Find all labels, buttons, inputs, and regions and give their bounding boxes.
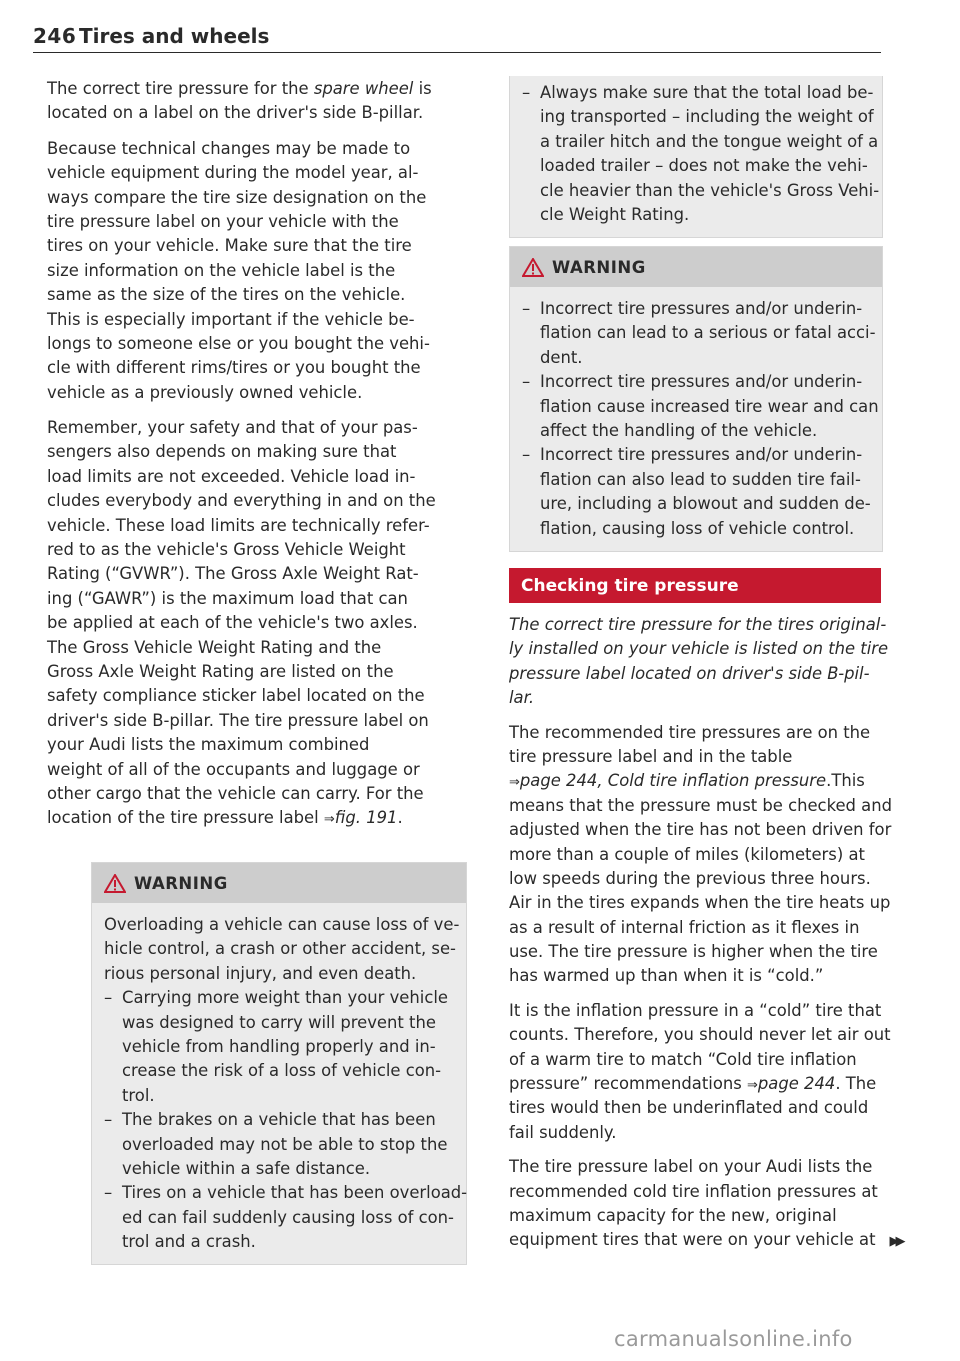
left-para-2-line: vehicle as a previously owned vehicle. <box>47 382 363 402</box>
left-para-1-line: located on a label on the driver's side B-pillar. <box>47 103 424 123</box>
right-para-2-line: It is the inflation pressure in a “cold” tire that <box>509 1000 882 1020</box>
warning-list-item <box>522 370 879 443</box>
list-dash: – <box>522 83 531 102</box>
section-heading: Checking tire pressure <box>509 568 881 603</box>
list-item-line: ure, including a blowout and sudden de- <box>540 494 871 514</box>
warning-intro-line: hicle control, a crash or other accident, se- <box>104 939 456 959</box>
right-para-1-line: tire pressure label and in the table <box>509 746 793 766</box>
arrow-ref-icon: ⇒ <box>509 775 520 791</box>
left-para-3-line: sengers also depends on making sure that <box>47 442 397 462</box>
right-warning-header <box>510 247 882 287</box>
left-para-2-line: Because technical changes may be made to <box>47 138 411 158</box>
right-para-1-line: more than a couple of miles (kilometers) at <box>509 844 865 864</box>
left-para-3-line: red to as the vehicle's Gross Vehicle Weight <box>47 540 406 560</box>
left-para-3-line: other cargo that the vehicle can carry. For the <box>47 783 424 803</box>
left-para-2-line: size information on the vehicle label is the <box>47 260 396 280</box>
page-reference-link[interactable]: page 244, Cold tire inflation pressure <box>519 771 827 791</box>
left-para-3-line: weight of all of the occupants and luggage or <box>47 759 420 779</box>
right-para-3-line: recommended cold tire inflation pressures at <box>509 1181 878 1201</box>
left-para-3-line: load limits are not exceeded. Vehicle load in- <box>47 466 416 486</box>
list-dash: – <box>522 372 531 392</box>
arrow-ref-icon: ⇒ <box>323 812 335 828</box>
continue-arrow-icon: ▶▶ <box>889 1234 902 1250</box>
left-para-3-line: safety compliance sticker label located on the <box>47 686 425 706</box>
list-item-line: Carrying more weight than your vehicle <box>122 988 448 1008</box>
right-para-1-line: The recommended tire pressures are on the <box>509 722 871 742</box>
list-item-line: cle heavier than the vehicle's Gross Vehi- <box>540 180 880 200</box>
left-para-2-line: same as the size of the tires on the vehicle. <box>47 285 406 305</box>
intro-line: The correct tire pressure for the tires original- <box>509 615 887 634</box>
list-item-line: flation cause increased tire wear and can <box>540 396 879 416</box>
right-para-3-line: equipment tires that were on your vehicle at ▶▶ <box>509 1230 902 1250</box>
right-para-3-line: maximum capacity for the new, original <box>509 1205 837 1225</box>
list-dash: – <box>522 445 531 465</box>
intro-line: ly installed on your vehicle is listed on the tire <box>509 639 889 659</box>
right-continued-box <box>509 76 883 238</box>
left-para-3-line: driver's side B-pillar. The tire pressure label on <box>47 710 429 730</box>
left-para-3-line: Remember, your safety and that of your pas- <box>47 418 418 438</box>
left-para-1-line: The correct tire pressure for the spare wheel is <box>47 79 432 98</box>
right-para-1-line: Air in the tires expands when the tire heats up <box>509 893 891 913</box>
right-para-2 <box>509 999 889 1145</box>
left-para-3-line: be applied at each of the vehicle's two axles. <box>47 613 418 633</box>
warning-intro-line: rious personal injury, and even death. <box>104 963 417 983</box>
list-item-line: crease the risk of a loss of vehicle con- <box>122 1061 442 1081</box>
list-item-line: affect the handling of the vehicle. <box>540 420 818 440</box>
right-para-1-line: has warmed up than when it is “cold.” <box>509 966 824 986</box>
warning-list-item <box>104 1181 468 1254</box>
list-dash: – <box>522 299 531 318</box>
figure-reference-link[interactable]: fig. 191 <box>334 808 398 828</box>
list-item-line: The brakes on a vehicle that has been <box>122 1110 436 1130</box>
right-para-2-line: tires would then be underinflated and could <box>509 1098 869 1118</box>
left-para-3-line: Rating (“GVWR”). The Gross Axle Weight Rat- <box>47 564 419 584</box>
right-para-2-line: of a warm tire to match “Cold tire inflation <box>509 1049 857 1069</box>
left-para-2 <box>47 137 467 405</box>
warning-list-item <box>522 297 876 370</box>
right-warning-title: WARNING <box>552 257 646 277</box>
left-column <box>47 77 467 831</box>
right-para-2-line: counts. Therefore, you should never let air out <box>509 1025 891 1045</box>
list-item-line: flation, causing loss of vehicle control. <box>540 518 855 538</box>
right-para-1-line: means that the pressure must be checked and <box>509 795 893 815</box>
right-para-1-line: ⇒page 244, Cold tire inflation pressure.This <box>509 771 865 791</box>
left-warning-box <box>91 862 467 1265</box>
list-item-line: Incorrect tire pressures and/or underin- <box>540 372 863 392</box>
left-para-3-line: ing (“GAWR”) is the maximum load that can <box>47 588 408 608</box>
right-warning-body <box>510 287 882 551</box>
left-para-2-line: cle with different rims/tires or you bought the <box>47 358 421 378</box>
list-item-line: vehicle from handling properly and in- <box>122 1036 436 1056</box>
left-para-2-line: longs to someone else or you bought the vehi- <box>47 333 430 353</box>
right-para-1 <box>509 721 893 989</box>
page-header <box>33 24 881 53</box>
chapter-title: Tires and wheels <box>79 24 270 48</box>
right-para-1-line: as a result of internal friction as it flexes in <box>509 917 860 937</box>
left-para-3 <box>47 416 467 831</box>
list-item-line: trol. <box>122 1085 155 1105</box>
right-para-2-line: pressure” recommendations ⇒page 244. The <box>509 1074 877 1094</box>
intro-italic <box>509 613 889 711</box>
warning-list-item <box>104 986 454 1108</box>
right-para-3-line: The tire pressure label on your Audi lists the <box>509 1157 873 1177</box>
list-item-line: Incorrect tire pressures and/or underin- <box>540 445 863 465</box>
list-item-line: cle Weight Rating. <box>540 204 690 224</box>
page-number: 246 <box>33 24 77 48</box>
left-para-2-line: tires on your vehicle. Make sure that the tire <box>47 236 412 256</box>
warning-triangle-icon <box>522 258 544 277</box>
right-para-3 <box>509 1155 902 1253</box>
left-para-2-line: This is especially important if the vehicle be- <box>47 309 415 329</box>
list-dash: – <box>104 988 113 1008</box>
left-para-1 <box>47 77 467 126</box>
right-para-1-line: low speeds during the previous three hours. <box>509 868 871 888</box>
warning-list-item <box>104 1108 454 1181</box>
warning-triangle-icon <box>104 874 126 893</box>
list-dash: – <box>104 1183 113 1203</box>
page-reference-link[interactable]: page 244 <box>757 1074 836 1094</box>
list-item-line: ing transported – including the weight of <box>540 107 874 127</box>
left-warning-title: WARNING <box>134 873 228 893</box>
list-item-line: Always make sure that the total load be- <box>540 83 874 102</box>
left-para-3-line: vehicle. These load limits are technically refer- <box>47 515 430 535</box>
watermark: carmanualsonline.info <box>614 1327 853 1351</box>
right-para-2-line: fail suddenly. <box>509 1122 617 1142</box>
list-item-line: trol and a crash. <box>122 1232 256 1252</box>
left-para-3-line: your Audi lists the maximum combined <box>47 735 370 755</box>
continued-list-item <box>522 81 880 227</box>
intro-line: lar. <box>509 688 535 708</box>
right-column-text <box>509 613 902 1253</box>
arrow-ref-icon: ⇒ <box>747 1078 758 1094</box>
left-warning-header <box>92 863 466 903</box>
list-item-line: Incorrect tire pressures and/or underin- <box>540 299 863 318</box>
list-item-line: Tires on a vehicle that has been overload- <box>122 1183 468 1203</box>
list-item-line: was designed to carry will prevent the <box>122 1012 436 1032</box>
list-item-line: flation can also lead to sudden tire fail- <box>540 469 861 489</box>
left-warning-body <box>92 903 466 1264</box>
left-para-3-line: cludes everybody and everything in and on the <box>47 491 436 511</box>
list-dash: – <box>104 1110 113 1130</box>
right-warning-box <box>509 246 883 552</box>
right-para-1-line: use. The tire pressure is higher when the tire <box>509 942 878 962</box>
list-item-line: vehicle within a safe distance. <box>122 1158 371 1178</box>
right-para-1-line: adjusted when the tire has not been driven for <box>509 820 892 840</box>
right-continued-body <box>510 76 882 237</box>
list-item-line: loaded trailer – does not make the vehi- <box>540 156 868 176</box>
left-para-2-line: ways compare the tire size designation on the <box>47 187 427 207</box>
left-para-3-line: The Gross Vehicle Weight Rating and the <box>47 637 382 657</box>
left-para-2-line: tire pressure label on your vehicle with the <box>47 211 399 231</box>
warning-list-item <box>522 443 870 541</box>
intro-line: pressure label located on driver's side B-pil- <box>509 663 870 683</box>
list-item-line: overloaded may not be able to stop the <box>122 1134 448 1154</box>
list-item-line: flation can lead to a serious or fatal acci- <box>540 323 876 343</box>
warning-intro-line: Overloading a vehicle can cause loss of ve- <box>104 915 460 934</box>
left-para-2-line: vehicle equipment during the model year, al- <box>47 163 419 183</box>
list-item-line: dent. <box>540 347 583 367</box>
list-item-line: a trailer hitch and the tongue weight of a <box>540 131 879 151</box>
list-item-line: ed can fail suddenly causing loss of con- <box>122 1207 454 1227</box>
left-para-3-line: Gross Axle Weight Rating are listed on the <box>47 661 394 681</box>
left-para-3-line: location of the tire pressure label ⇒fig. 191. <box>47 808 403 828</box>
